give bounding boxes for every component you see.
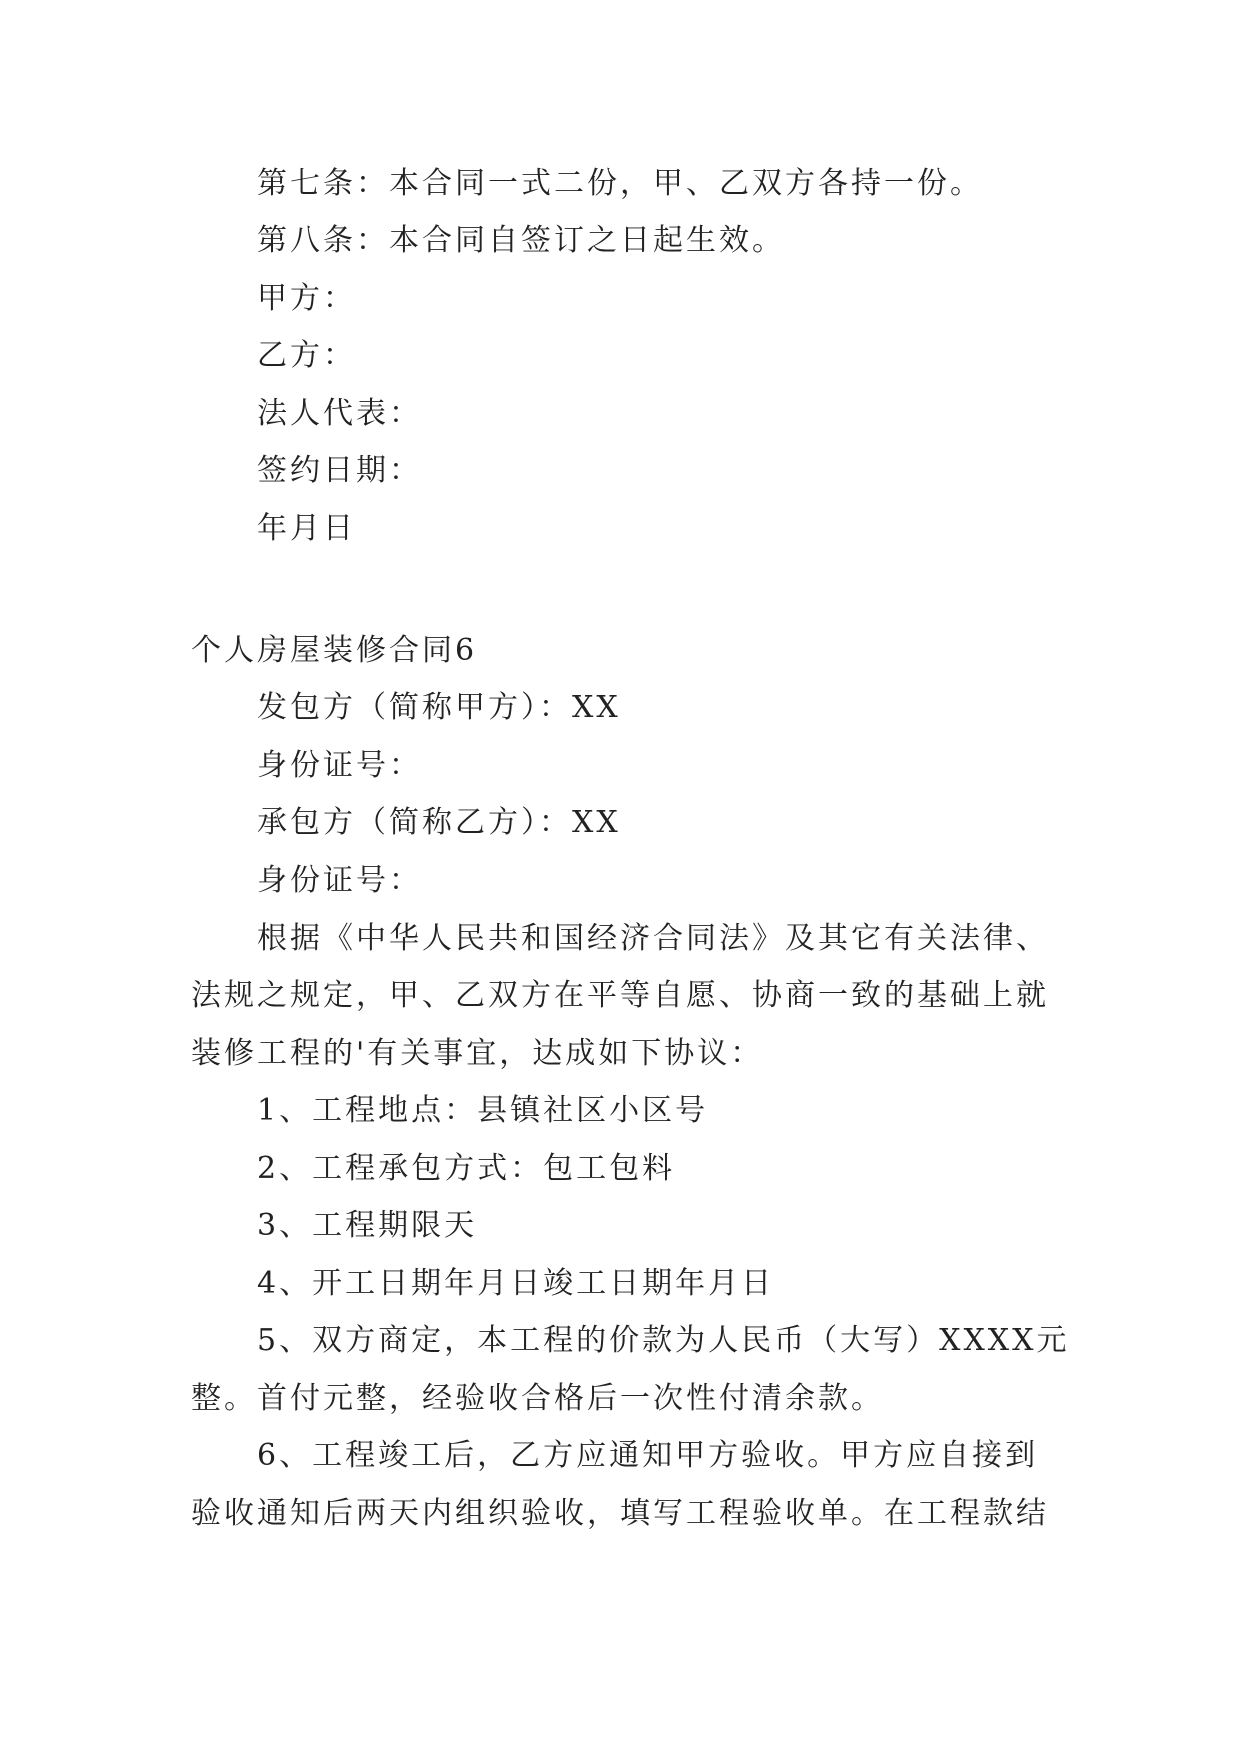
id-number-a: 身份证号： — [257, 748, 422, 783]
item-4-dates: 4、开工日期年月日竣工日期年月日 — [257, 1266, 775, 1301]
date-placeholder: 年月日 — [257, 511, 356, 546]
preamble-line-2: 法规之规定，甲、乙双方在平等自愿、协商一致的基础上就 — [191, 978, 1049, 1013]
item-5-price-line-2: 整。首付元整，经验收合格后一次性付清余款。 — [191, 1381, 884, 1416]
clause-7: 第七条：本合同一式二份，甲、乙双方各持一份。 — [257, 166, 983, 201]
clause-8: 第八条：本合同自签订之日起生效。 — [257, 223, 785, 258]
contract-title: 个人房屋装修合同6 — [191, 633, 478, 668]
item-6-acceptance-line-2: 验收通知后两天内组织验收，填写工程验收单。在工程款结 — [191, 1496, 1049, 1531]
item-3-duration: 3、工程期限天 — [257, 1208, 478, 1243]
item-1-location: 1、工程地点：县镇社区小区号 — [257, 1093, 709, 1128]
party-a-label: 甲方： — [257, 281, 356, 316]
contractor-b: 承包方（简称乙方）：XX — [257, 805, 621, 840]
preamble-line-1: 根据《中华人民共和国经济合同法》及其它有关法律、 — [257, 921, 1049, 956]
item-6-acceptance-line-1: 6、工程竣工后，乙方应通知甲方验收。甲方应自接到 — [257, 1438, 1039, 1473]
item-2-method: 2、工程承包方式：包工包料 — [257, 1151, 676, 1186]
legal-rep-label: 法人代表： — [257, 396, 422, 431]
sign-date-label: 签约日期： — [257, 453, 422, 488]
contractor-a: 发包方（简称甲方）：XX — [257, 690, 621, 725]
preamble-line-3: 装修工程的'有关事宜，达成如下协议： — [191, 1036, 764, 1071]
party-b-label: 乙方： — [257, 338, 356, 373]
id-number-b: 身份证号： — [257, 863, 422, 898]
item-5-price-line-1: 5、双方商定，本工程的价款为人民币（大写）XXXX元 — [257, 1323, 1070, 1358]
